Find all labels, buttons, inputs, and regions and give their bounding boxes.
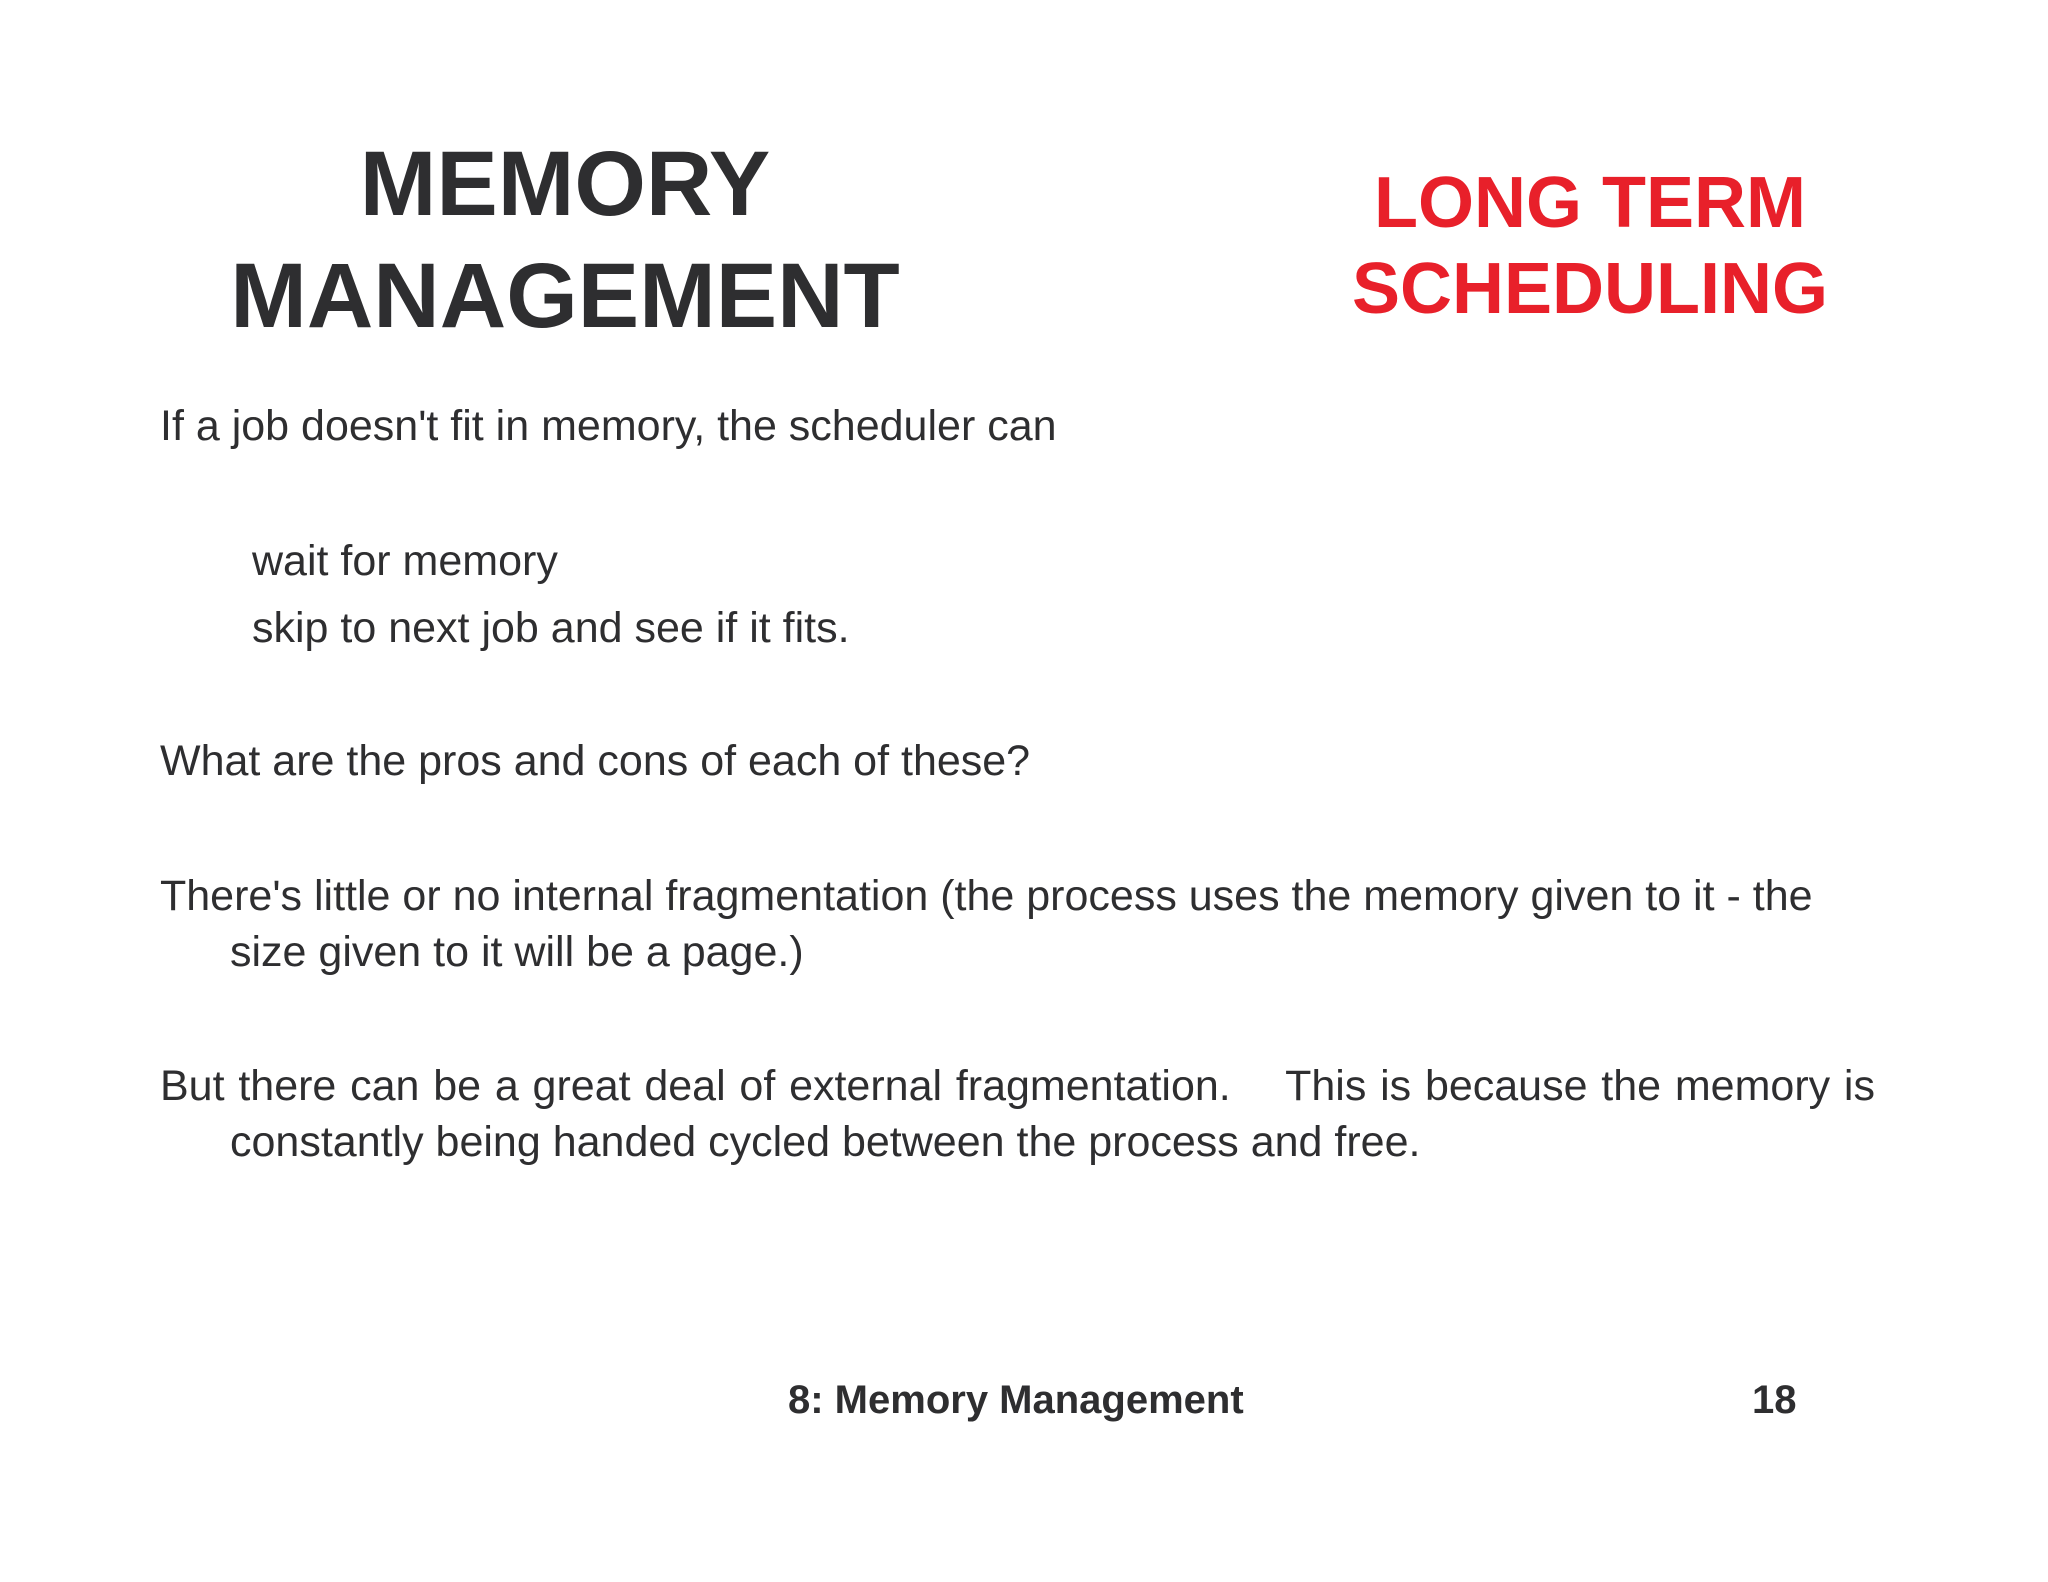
- question-paragraph: What are the pros and cons of each of these?: [160, 737, 1031, 785]
- internal-fragmentation-paragraph: There's little or no internal fragmentation (the process uses the memory given to it - the size given to it will be a page.): [160, 872, 1813, 976]
- intro-paragraph: If a job doesn't fit in memory, the scheduler can: [160, 402, 1057, 450]
- section-title-line-2: SCHEDULING: [1351, 249, 1828, 329]
- external-fragmentation-paragraph: But there can be a great deal of external fragmentation. This is because the memory is constantly being handed cycled between the process and free.: [160, 1062, 1887, 1166]
- page-title-line-2: MANAGEMENT: [230, 245, 900, 347]
- page-title-line-1: MEMORY: [359, 133, 771, 235]
- option-item: skip to next job and see if it fits.: [252, 604, 850, 652]
- section-title: [1330, 160, 1850, 332]
- section-title-line-1: LONG TERM: [1374, 163, 1806, 243]
- page-title: [200, 128, 930, 352]
- footer-chapter-title: 8: Memory Management: [788, 1378, 1244, 1422]
- footer-page-number: 18: [1752, 1378, 1797, 1422]
- option-item: wait for memory: [252, 537, 558, 585]
